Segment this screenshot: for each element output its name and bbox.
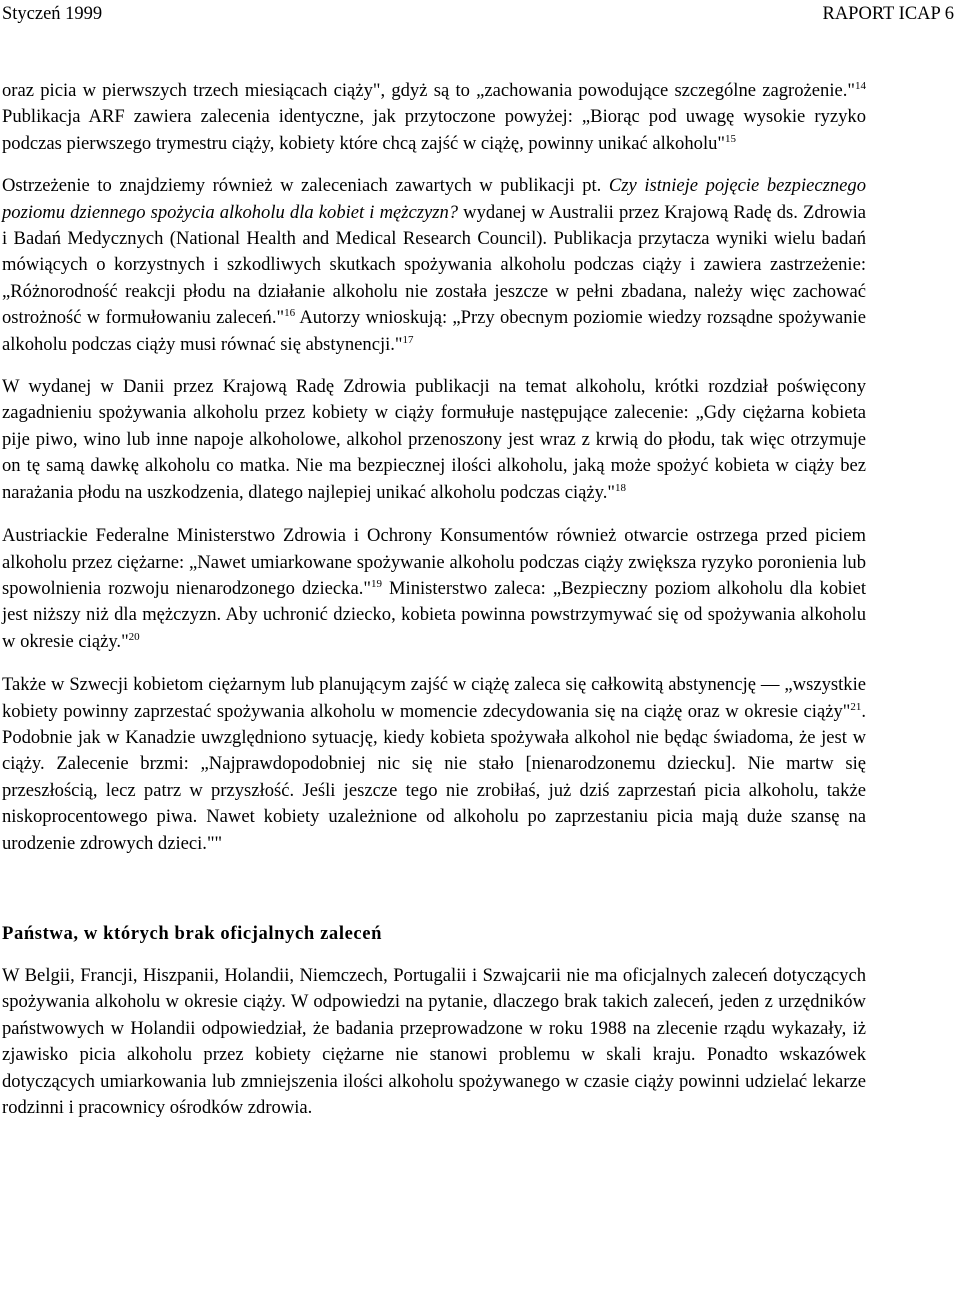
footnote-ref: 20 bbox=[128, 630, 140, 643]
footnote-ref: 14 bbox=[855, 80, 866, 92]
publication-title: Czy istnieje pojęcie bezpiecznego poziomu dziennego spożycia alkoholu dla kobiet i mężczyzn? bbox=[2, 175, 867, 223]
paragraph bbox=[2, 78, 866, 157]
paragraph: W Belgii, Francji, Hiszpanii, Holandii, Niemczech, Portugalii i Szwajcarii nie ma oficjalnych zaleceń dotyczących spożywania alkoholu w okresie ciąży. W odpowiedzi na pytanie, dlaczego brak takich zaleceń, jeden z urzędników państwowych w Holandii odpowiedział, że badania przeprowadzone w roku 1988 na zlecenie rządu wykazały, iż zjawisko picia alkoholu przez kobiety ciężarne nie stanowi problemu w skali kraju. Ponadto wskazówek dotyczących umiarkowania lub zmniejszenia ilości alkoholu spożywanego w czasie ciąży powinni udzielać lekarze rodzinni i pracownicy ośrodków zdrowia. bbox=[2, 964, 866, 1118]
footnote-ref: 21 bbox=[850, 700, 862, 713]
text-run: Austriackie Federalne Ministerstwo Zdrowia i Ochrony Konsumentów również otwarcie ostrzega przed piciem alkoholu przez ciężarne: „Nawet umiarkowane spożywanie alkoholu podczas ciąży zwiększa ryzyko poronienia lub spowolnienia rozwoju nienarodzonego dziecka." bbox=[2, 525, 866, 599]
paragraph bbox=[2, 173, 866, 358]
text-run: wydanej w Australii przez Krajową Radę ds. Zdrowia i Badań Medycznych (National Health and Medical Research Council). Publikacja przytacza wyniki wielu badań mówiących o korzystnych i szkodliwych skutkach spożywania alkoholu podczas ciąży i zawiera zastrzeżenie: „Różnorodność reakcji płodu na działanie alkoholu nie została jeszcze w pełni zbadana, należy więc zachować ostrożność w formułowaniu zaleceń." bbox=[2, 201, 866, 329]
document-body bbox=[2, 78, 866, 1121]
text-run: . Podobnie jak w Kanadzie uwzględniono sytuację, kiedy kobieta spożywała alkohol nie będąc świadoma, że jest w ciąży. Zalecenie brzmi: „Najprawdopodobniej nic się nie stało [nienarodzonemu dziecku]. Nie martw się przeszłością, lecz patrz w przyszłość. Jeśli jeszcze tego nie zrobiłaś, już dziś zaprzestań picia alkoholu, także niskoprocentowego piwa. Nawet kobiety uzależnione od alkoholu po zaprzestaniu picia mają duże szansę na urodzenie zdrowych dzieci."" bbox=[2, 700, 866, 854]
paragraph bbox=[2, 374, 866, 506]
footnote-ref: 15 bbox=[725, 132, 737, 145]
footnote-ref: 16 bbox=[284, 307, 296, 320]
footnote-ref: 19 bbox=[370, 577, 382, 590]
text-run: Ministerstwo zaleca: „Bezpieczny poziom alkoholu dla kobiet jest niższy niż dla mężczyzn. Aby uchronić dziecko, kobieta powinna powstrzymywać się od spożywania alkoholu w okresie ciąży." bbox=[2, 577, 867, 652]
footnote-ref: 18 bbox=[615, 481, 627, 494]
footnote-ref: 17 bbox=[402, 333, 414, 346]
text-run: oraz picia w pierwszych trzech miesiącach ciąży", gdyż są to „zachowania powodujące szczególne zagrożenie." bbox=[2, 80, 855, 101]
section-heading: Państwa, w których brak oficjalnych zaleceń bbox=[2, 922, 383, 944]
text-run: Ostrzeżenie to znajdziemy również w zaleceniach zawartych w publikacji pt. bbox=[2, 175, 609, 197]
text-run: Publikacja ARF zawiera zalecenia identyczne, jak przytoczone powyżej: „Biorąc pod uwagę wysokie ryzyko podczas pierwszego trymestru ciąży, kobiety które chcą zajść w ciążę, powinny unikać alkoholu" bbox=[2, 106, 866, 154]
text-run: Także w Szwecji kobietom ciężarnym lub planującym zajść w ciążę zaleca się całkowitą abstynencję — „wszystkie kobiety powinny zaprzestać spożywania alkoholu w momencie zdecydowania się na ciążę oraz w okresie ciąży" bbox=[2, 674, 866, 722]
paragraph bbox=[2, 523, 866, 655]
header-report-title: RAPORT ICAP 6 bbox=[822, 4, 954, 24]
paragraph bbox=[2, 672, 866, 857]
text-run: W wydanej w Danii przez Krajową Radę Zdrowia publikacji na temat alkoholu, krótki rozdział poświęcony zagadnieniu spożywania alkoholu przez kobiety w ciąży formułuje następujące zalecenie: „Gdy ciężarna kobieta pije piwo, wino lub inne napoje alkoholowe, alkohol przenoszony jest wraz z krwią do płodu, tak więc otrzymuje on tę samą dawkę alkoholu co matka. Nie ma bezpiecznej ilości alkoholu, jaką może spożyć kobieta w ciąży bez narażania płodu na uszkodzenia, dlatego najlepiej unikać alkoholu podczas ciąży." bbox=[2, 376, 866, 503]
text-run: Autorzy wnioskują: „Przy obecnym poziomie wiedzy rozsądne spożywanie alkoholu podczas ciąży musi równać się abstynencji." bbox=[2, 307, 866, 355]
header-date: Styczeń 1999 bbox=[2, 4, 103, 24]
page-header bbox=[0, 2, 956, 26]
